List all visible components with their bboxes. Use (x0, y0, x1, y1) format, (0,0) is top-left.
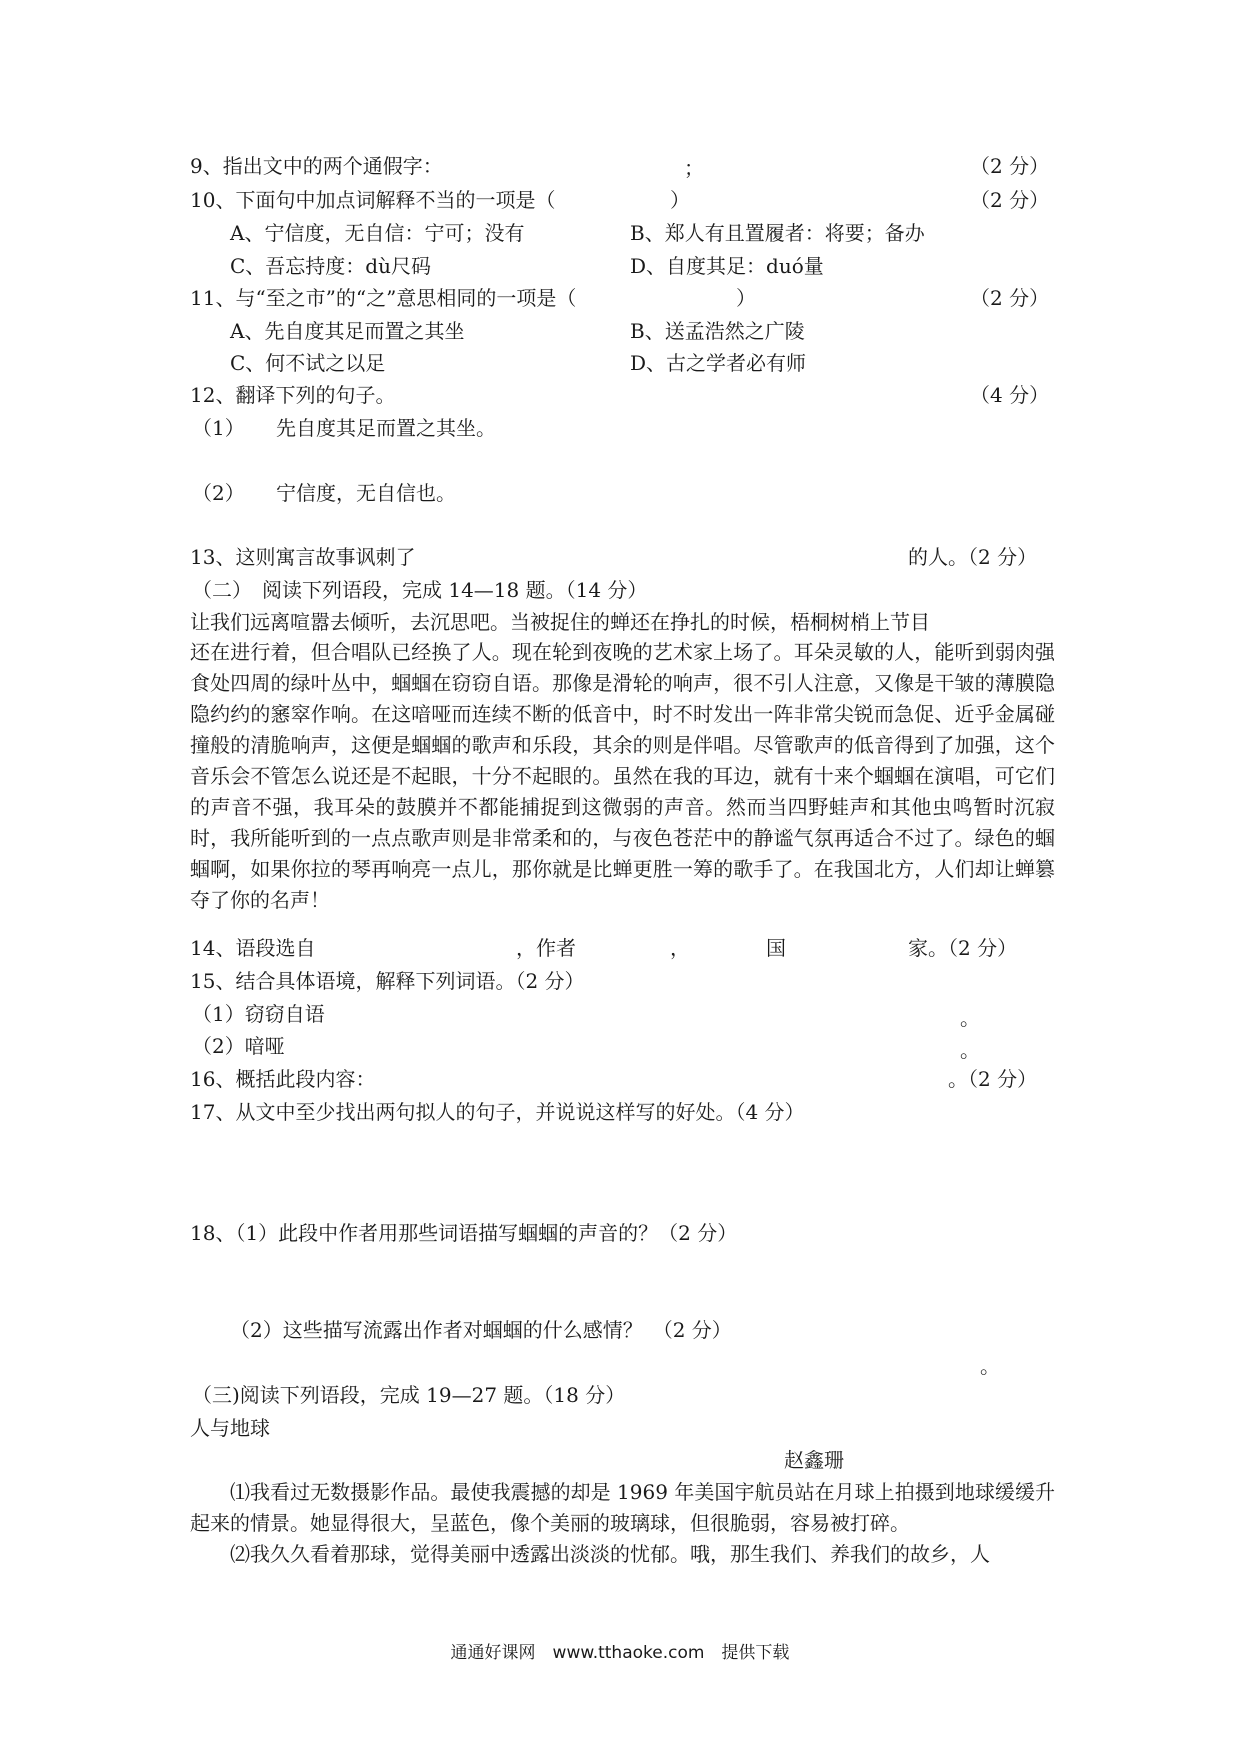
q11-option-d: D、古之学者必有师 (630, 351, 807, 375)
question-12: 12、翻译下列的句子。 (190, 383, 396, 407)
q12-sentence-1-number: （1） (192, 416, 245, 440)
section-2-heading: （二） 阅读下列语段，完成 14—18 题。（14 分） (192, 578, 648, 602)
q9-score: （2 分） (970, 154, 1050, 178)
q16-tail: 。（2 分） (948, 1067, 1038, 1091)
q15-word-1-end: 。 (960, 1006, 980, 1030)
q15-word-1: （1）窃窃自语 (192, 1002, 325, 1026)
article-paragraph-1: ⑴我看过无数摄影作品。最使我震撼的却是 1969 年美国宇航员站在月球上拍摄到地球缓缓升起来的情景。她显得很大，呈蓝色，像个美丽的玻璃球，但很脆弱，容易被打碎。 (190, 1480, 1055, 1535)
q18-end: 。 (980, 1354, 1000, 1378)
q10-score: （2 分） (970, 188, 1050, 212)
q10-option-c: C、吾忘持度：dù尺码 (230, 254, 431, 278)
question-9: 9、指出文中的两个通假字： (190, 154, 443, 178)
q14-author-label: ，作者 (516, 936, 576, 960)
question-10: 10、下面句中加点词解释不当的一项是（ (190, 188, 556, 212)
question-13: 13、这则寓言故事讽刺了 (190, 545, 416, 569)
question-11: 11、与“至之市”的“之”意思相同的一项是（ (190, 286, 577, 310)
section-2-passage: 还在进行着，但合唱队已经换了人。现在轮到夜晚的艺术家上场了。耳朵灵敏的人，能听到弱肉强食处四周的绿叶丛中，蝈蝈在窃窃自语。那像是滑轮的响声，很不引人注意，又像是干皱的薄膜隐隐约约的窸窣作响。在这喑哑而连续不断的低音中，时不时发出一阵非常尖锐而急促、近乎金属碰撞般的清脆响声，这便是蝈蝈的歌声和乐段，其余的则是伴唱。尽管歌声的低音得到了加强，这个音乐会不管怎么说还是不起眼，十分不起眼的。虽然在我的耳边，就有十来个蝈蝈在演唱，可它们的声音不强，我耳朵的鼓膜并不都能捕捉到这微弱的声音。然而当四野蛙声和其他虫鸣暂时沉寂时，我所能听到的一点点歌声则是非常柔和的，与夜色苍茫中的静谧气氛再适合不过了。绿色的蝈蝈啊，如果你拉的琴再响亮一点儿，那你就是比蝉更胜一筹的歌手了。在我国北方，人们却让蝉篡夺了你的名声！ (190, 640, 1055, 912)
q14-tail: 家。（2 分） (908, 936, 1018, 960)
q10-option-b: B、郑人有且置履者：将要；备办 (630, 221, 925, 245)
q15-word-2: （2）喑哑 (192, 1034, 285, 1058)
question-18-part-1: 18、（1）此段中作者用那些词语描写蝈蝈的声音的？（2 分） (190, 1221, 738, 1245)
question-18-part-2: （2）这些描写流露出作者对蝈蝈的什么感情？ （2 分） (230, 1318, 732, 1342)
q12-sentence-2: 宁信度，无自信也。 (276, 481, 456, 505)
q11-option-b: B、送孟浩然之广陵 (630, 319, 805, 343)
q11-option-c: C、何不试之以足 (230, 351, 386, 375)
q10-option-d: D、自度其足：duó量 (630, 254, 824, 278)
article-title: 人与地球 (190, 1416, 270, 1440)
section-3-heading: （三)阅读下列语段，完成 19—27 题。（18 分） (192, 1383, 626, 1407)
section-2-first-line: 让我们远离喧嚣去倾听，去沉思吧。当被捉住的蝉还在挣扎的时候，梧桐树梢上节目 (190, 610, 930, 634)
q13-tail: 的人。（2 分） (908, 545, 1038, 569)
q14-comma: ， (670, 936, 690, 960)
q11-score: （2 分） (970, 286, 1050, 310)
article-author: 赵鑫珊 (784, 1448, 844, 1472)
q9-separator: ； (684, 156, 704, 180)
q11-option-a: A、先自度其足而置之其坐 (230, 319, 465, 343)
q15-word-2-end: 。 (960, 1038, 980, 1062)
q10-option-a: A、宁信度，无自信：宁可；没有 (230, 221, 525, 245)
question-16: 16、概括此段内容： (190, 1067, 376, 1091)
q12-sentence-2-number: （2） (192, 481, 245, 505)
q14-country-label: 国 (766, 936, 786, 960)
q12-sentence-1: 先自度其足而置之其坐。 (276, 416, 496, 440)
article-paragraph-2: ⑵我久久看着那球，觉得美丽中透露出淡淡的忧郁。哦，那生我们、养我们的故乡，人 (230, 1542, 990, 1566)
q12-score: （4 分） (970, 383, 1050, 407)
question-17: 17、从文中至少找出两句拟人的句子，并说说这样写的好处。（4 分） (190, 1100, 805, 1124)
question-14: 14、语段选自 (190, 936, 316, 960)
q10-close-paren: ） (670, 188, 690, 212)
q11-close-paren: ） (736, 286, 756, 310)
question-15: 15、结合具体语境，解释下列词语。（2 分） (190, 969, 585, 993)
page-footer: 通通好课网 www.tthaoke.com 提供下载 (450, 1643, 790, 1663)
